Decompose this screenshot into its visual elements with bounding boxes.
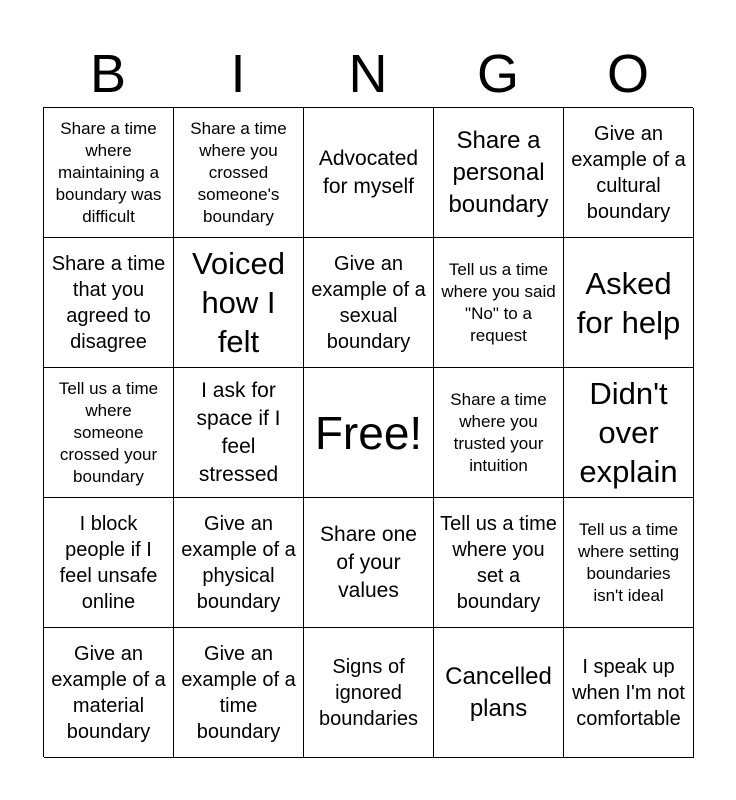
square-text: Share a time that you agreed to disagree	[51, 252, 166, 353]
bingo-square[interactable]	[44, 108, 174, 238]
free-square-text: Free!	[314, 406, 423, 459]
square-text: Tell us a time where setting boundaries isn't ideal	[577, 519, 680, 605]
square-text: Give an example of a cultural boundary	[571, 122, 686, 223]
bingo-square[interactable]	[174, 108, 304, 238]
bingo-square[interactable]	[564, 108, 694, 238]
bingo-square[interactable]	[304, 498, 434, 628]
square-text: Tell us a time where you said "No" to a request	[441, 259, 556, 345]
square-text: I ask for space if I feel stressed	[196, 378, 281, 486]
bingo-square[interactable]	[174, 368, 304, 498]
free-square[interactable]	[304, 368, 434, 498]
square-text: I block people if I feel unsafe online	[59, 512, 158, 613]
bingo-square[interactable]	[44, 238, 174, 368]
square-text: Share a time where you crossed someone's boundary	[190, 118, 287, 226]
header-letter-o: O	[606, 44, 649, 104]
square-text: Didn't over explain	[579, 376, 678, 489]
bingo-square[interactable]	[564, 368, 694, 498]
bingo-square[interactable]	[174, 498, 304, 628]
square-text: Advocated for myself	[318, 146, 419, 198]
square-text: Share a time where you trusted your intuition	[450, 389, 547, 475]
bingo-square[interactable]	[304, 628, 434, 758]
bingo-grid	[43, 107, 693, 757]
bingo-square[interactable]	[174, 628, 304, 758]
bingo-square[interactable]	[44, 498, 174, 628]
header-letter-b: B	[89, 44, 127, 104]
bingo-square[interactable]	[434, 108, 564, 238]
square-text: Share one of your values	[320, 522, 417, 602]
square-text: Cancelled plans	[445, 662, 552, 722]
square-text: Voiced how I felt	[191, 246, 286, 359]
bingo-square[interactable]	[174, 238, 304, 368]
bingo-square[interactable]	[564, 238, 694, 368]
bingo-square[interactable]	[44, 628, 174, 758]
square-text: Share a time where maintaining a boundary was difficult	[55, 118, 162, 226]
bingo-square[interactable]	[304, 238, 434, 368]
square-text: Give an example of a time boundary	[181, 642, 296, 743]
square-text: Share a personal boundary	[448, 126, 549, 218]
bingo-square[interactable]	[304, 108, 434, 238]
bingo-square[interactable]	[564, 498, 694, 628]
bingo-square[interactable]	[434, 628, 564, 758]
bingo-header	[43, 44, 693, 104]
square-text: Give an example of a physical boundary	[181, 512, 296, 613]
square-text: Give an example of a sexual boundary	[311, 252, 426, 353]
header-letter-n: N	[348, 44, 388, 104]
header-letter-i: I	[230, 44, 246, 104]
square-text: Tell us a time where someone crossed your boundary	[58, 378, 159, 486]
square-text: Signs of ignored boundaries	[319, 655, 418, 730]
square-text: I speak up when I'm not comfortable	[572, 655, 685, 730]
bingo-square[interactable]	[434, 368, 564, 498]
bingo-square[interactable]	[44, 368, 174, 498]
header-letter-g: G	[476, 44, 519, 104]
square-text: Tell us a time where you set a boundary	[440, 512, 557, 613]
bingo-square[interactable]	[434, 498, 564, 628]
square-text: Give an example of a material boundary	[51, 642, 166, 743]
bingo-square[interactable]	[434, 238, 564, 368]
bingo-square[interactable]	[564, 628, 694, 758]
square-text: Asked for help	[576, 265, 681, 340]
